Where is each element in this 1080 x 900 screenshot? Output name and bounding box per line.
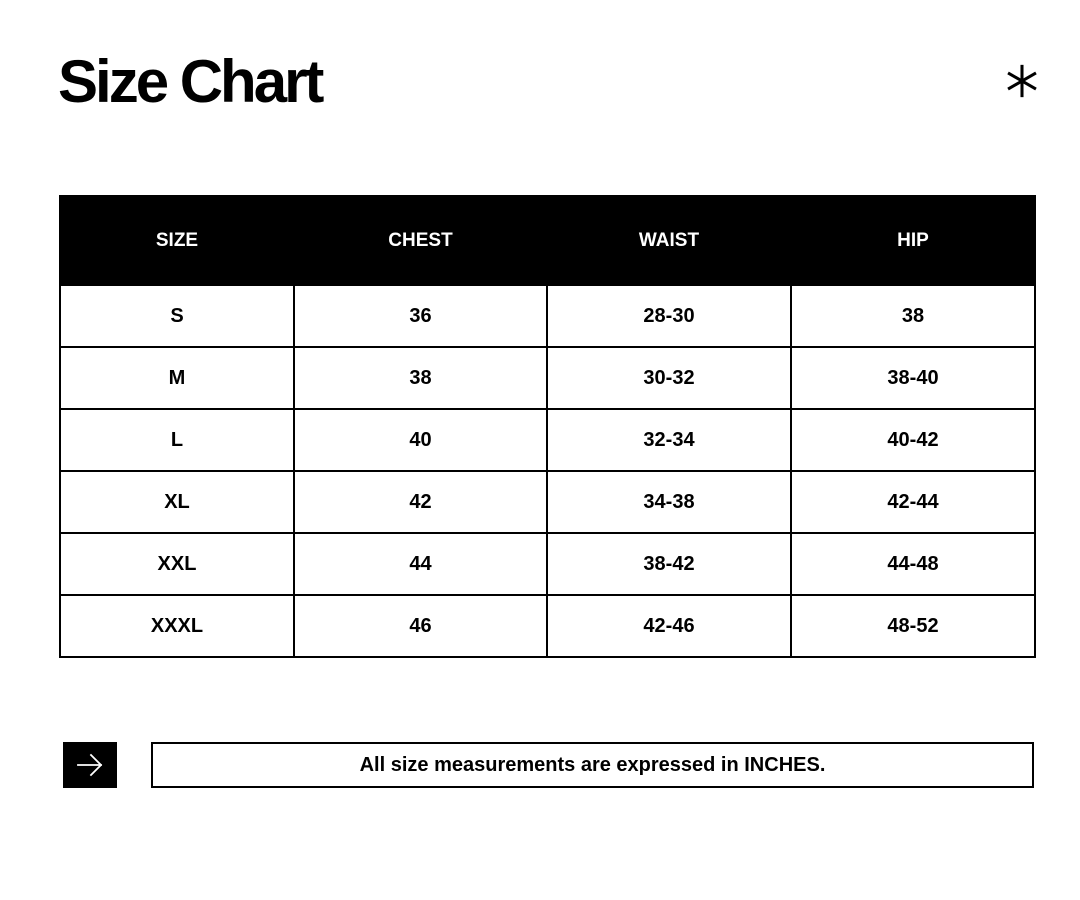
size-table [59, 195, 1036, 658]
arrow-right-icon [63, 742, 117, 788]
measurement-note-text: All size measurements are expressed in INCHES. [359, 753, 826, 776]
chest-cell: 40 [294, 409, 547, 471]
size-cell: L [60, 409, 294, 471]
size-cell: XL [60, 471, 294, 533]
page-title: Size Chart [58, 48, 322, 115]
waist-cell: 28-30 [547, 285, 791, 347]
size-cell: XXXL [60, 595, 294, 657]
table-row [60, 285, 1035, 347]
table-row [60, 347, 1035, 409]
waist-cell: 32-34 [547, 409, 791, 471]
chest-cell: 44 [294, 533, 547, 595]
column-header-waist: WAIST [547, 196, 791, 285]
table-row [60, 471, 1035, 533]
chest-cell: 38 [294, 347, 547, 409]
waist-cell: 38-42 [547, 533, 791, 595]
table-row [60, 595, 1035, 657]
column-header-chest: CHEST [294, 196, 547, 285]
hip-cell: 38 [791, 285, 1035, 347]
waist-cell: 30-32 [547, 347, 791, 409]
chest-cell: 36 [294, 285, 547, 347]
asterisk-icon [1003, 62, 1041, 100]
table-row [60, 533, 1035, 595]
waist-cell: 34-38 [547, 471, 791, 533]
hip-cell: 38-40 [791, 347, 1035, 409]
chest-cell: 42 [294, 471, 547, 533]
hip-cell: 40-42 [791, 409, 1035, 471]
size-cell: M [60, 347, 294, 409]
size-cell: S [60, 285, 294, 347]
waist-cell: 42-46 [547, 595, 791, 657]
hip-cell: 48-52 [791, 595, 1035, 657]
chest-cell: 46 [294, 595, 547, 657]
measurement-note [151, 742, 1034, 788]
hip-cell: 44-48 [791, 533, 1035, 595]
table-row [60, 409, 1035, 471]
column-header-size: SIZE [60, 196, 294, 285]
column-header-hip: HIP [791, 196, 1035, 285]
hip-cell: 42-44 [791, 471, 1035, 533]
table-header-row [60, 196, 1035, 285]
size-cell: XXL [60, 533, 294, 595]
